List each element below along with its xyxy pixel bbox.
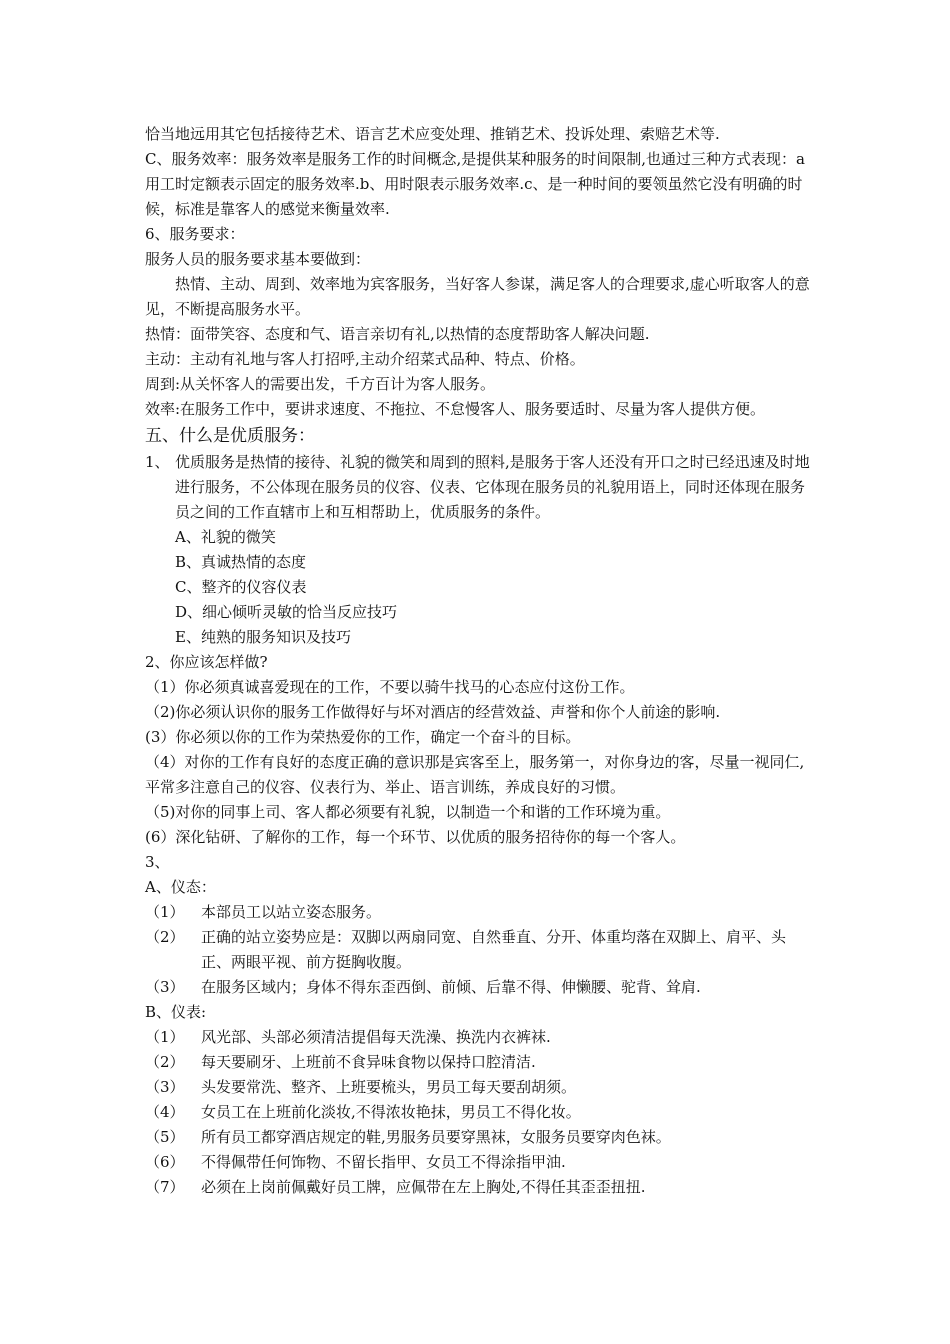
document-page: [145, 122, 810, 1200]
item-2-title: 2、你应该怎样做?: [145, 653, 268, 671]
paragraph-service-skills: 恰当地远用其它包括接待艺术、语言艺术应变处理、推销艺术、投诉处理、索赔艺术等.: [145, 125, 720, 143]
definition-efficiency: 效率:在服务工作中，要讲求速度、不拖拉、不怠慢客人、服务要适时、尽量为客人提供方便。: [145, 400, 766, 418]
appearance-text: 所有员工都穿酒店规定的鞋,男服务员要穿黑袜，女服务员要穿肉色袜。: [201, 1128, 671, 1146]
appearance-text: 每天要刷牙、上班前不食异味食物以保持口腔清洁.: [201, 1053, 536, 1071]
appearance-item: [145, 1050, 810, 1075]
appearance-item: [145, 1100, 810, 1125]
condition-item: C、整齐的仪容仪表: [175, 578, 307, 596]
item-3-title: 3、: [145, 853, 170, 871]
posture-item: [145, 900, 810, 925]
posture-item: [145, 975, 810, 1000]
appearance-text: 风光部、头部必须清洁提倡每天洗澡、换洗内衣裤袜.: [201, 1028, 551, 1046]
posture-title: A、仪态：: [145, 878, 216, 896]
condition-item: D、细心倾听灵敏的恰当反应技巧: [175, 603, 398, 621]
paragraph-service-requirements-title: 6、服务要求：: [145, 225, 245, 243]
point-item: （4）对你的工作有良好的态度正确的意识那是宾客至上，服务第一，对你身边的客，尽量一视同仁,平常多注意自己的仪容、仪表行为、举止、语言训练，养成良好的习惯。: [145, 753, 805, 796]
paragraph-service-requirements-intro: 服务人员的服务要求基本要做到：: [145, 250, 371, 268]
appearance-item: [145, 1075, 810, 1100]
item-text: 优质服务是热情的接待、礼貌的微笑和周到的照料,是服务于客人还没有开口之时已经迅速及时地进行服务，不公体现在服务员的仪容、仪表、它体现在服务员的礼貌用语上，同时还体现在服务员之间的工作直辖市上和互相帮助上，优质服务的条件。: [175, 453, 810, 521]
appearance-item: [145, 1150, 810, 1175]
paragraph-indented: 热情、主动、周到、效率地为宾客服务，当好客人参谋，满足客人的合理要求,虚心听取客人的意见，不断提高服务水平。: [145, 275, 810, 318]
appearance-number: （6）: [145, 1153, 185, 1171]
appearance-number: （4）: [145, 1103, 185, 1121]
posture-number: （3）: [145, 978, 185, 996]
appearance-item: [145, 1025, 810, 1050]
posture-number: （2）: [145, 928, 185, 946]
posture-text: 正确的站立姿势应是：双脚以两扇同宽、自然垂直、分开、体重均落在双脚上、肩平、头正、两眼平视、前方挺胸收腹。: [201, 928, 787, 971]
appearance-item: [145, 1175, 810, 1200]
appearance-title: B、仪表:: [145, 1003, 207, 1021]
appearance-number: （3）: [145, 1078, 185, 1096]
point-item: （1）你必须真诚喜爱现在的工作，不要以骑牛找马的心态应付这份工作。: [145, 678, 635, 696]
posture-text: 本部员工以站立姿态服务。: [201, 903, 382, 921]
appearance-number: （1）: [145, 1028, 185, 1046]
point-item: (3）你必须以你的工作为荣热爱你的工作，确定一个奋斗的目标。: [145, 728, 581, 746]
paragraph-service-efficiency: C、服务效率：服务效率是服务工作的时间概念,是提供某种服务的时间限制,也通过三种方式表现：a用工时定额表示固定的服务效率.b、用时限表示服务效率.c、是一种时间的要领虽然它没有明确的时候，标准是靠客人的感觉来衡量效率.: [145, 150, 805, 218]
posture-text: 在服务区域内；身体不得东歪西倒、前倾、后靠不得、伸懒腰、驼背、耸肩.: [201, 978, 701, 996]
definition-thoughtfulness: 周到:从关怀客人的需要出发，千方百计为客人服务。: [145, 375, 496, 393]
section-heading: 五、什么是优质服务：: [145, 426, 315, 446]
posture-item: [145, 925, 810, 975]
condition-item: B、真诚热情的态度: [175, 553, 307, 571]
appearance-text: 不得佩带任何饰物、不留长指甲、女员工不得涂指甲油.: [201, 1153, 566, 1171]
appearance-item: [145, 1125, 810, 1150]
item-number: 1、: [145, 453, 170, 471]
appearance-text: 头发要常洗、整齐、上班要梳头，男员工每天要刮胡须。: [201, 1078, 577, 1096]
appearance-number: （5）: [145, 1128, 185, 1146]
point-item: （2)你必须认识你的服务工作做得好与坏对酒店的经营效益、声誉和你个人前途的影响.: [145, 703, 721, 721]
definition-initiative: 主动：主动有礼地与客人打招呼,主动介绍菜式品种、特点、价格。: [145, 350, 585, 368]
appearance-number: （7）: [145, 1178, 185, 1196]
appearance-number: （2）: [145, 1053, 185, 1071]
appearance-text: 必须在上岗前佩戴好员工牌，应佩带在左上胸处,不得任其歪歪扭扭.: [201, 1178, 646, 1196]
numbered-item-1: [145, 450, 810, 525]
point-item: (6）深化钻研、了解你的工作，每一个环节、以优质的服务招待你的每一个客人。: [145, 828, 686, 846]
posture-number: （1）: [145, 903, 185, 921]
condition-item: E、纯熟的服务知识及技巧: [175, 628, 351, 646]
appearance-text: 女员工在上班前化淡妆,不得浓妆艳抹，男员工不得化妆。: [201, 1103, 581, 1121]
point-item: （5)对你的同事上司、客人都必须要有礼貌，以制造一个和谐的工作环境为重。: [145, 803, 671, 821]
condition-item: A、礼貌的微笑: [175, 528, 276, 546]
condition-list: [145, 525, 810, 650]
definition-enthusiasm: 热情：面带笑容、态度和气、语言亲切有礼,以热情的态度帮助客人解决问题.: [145, 325, 650, 343]
